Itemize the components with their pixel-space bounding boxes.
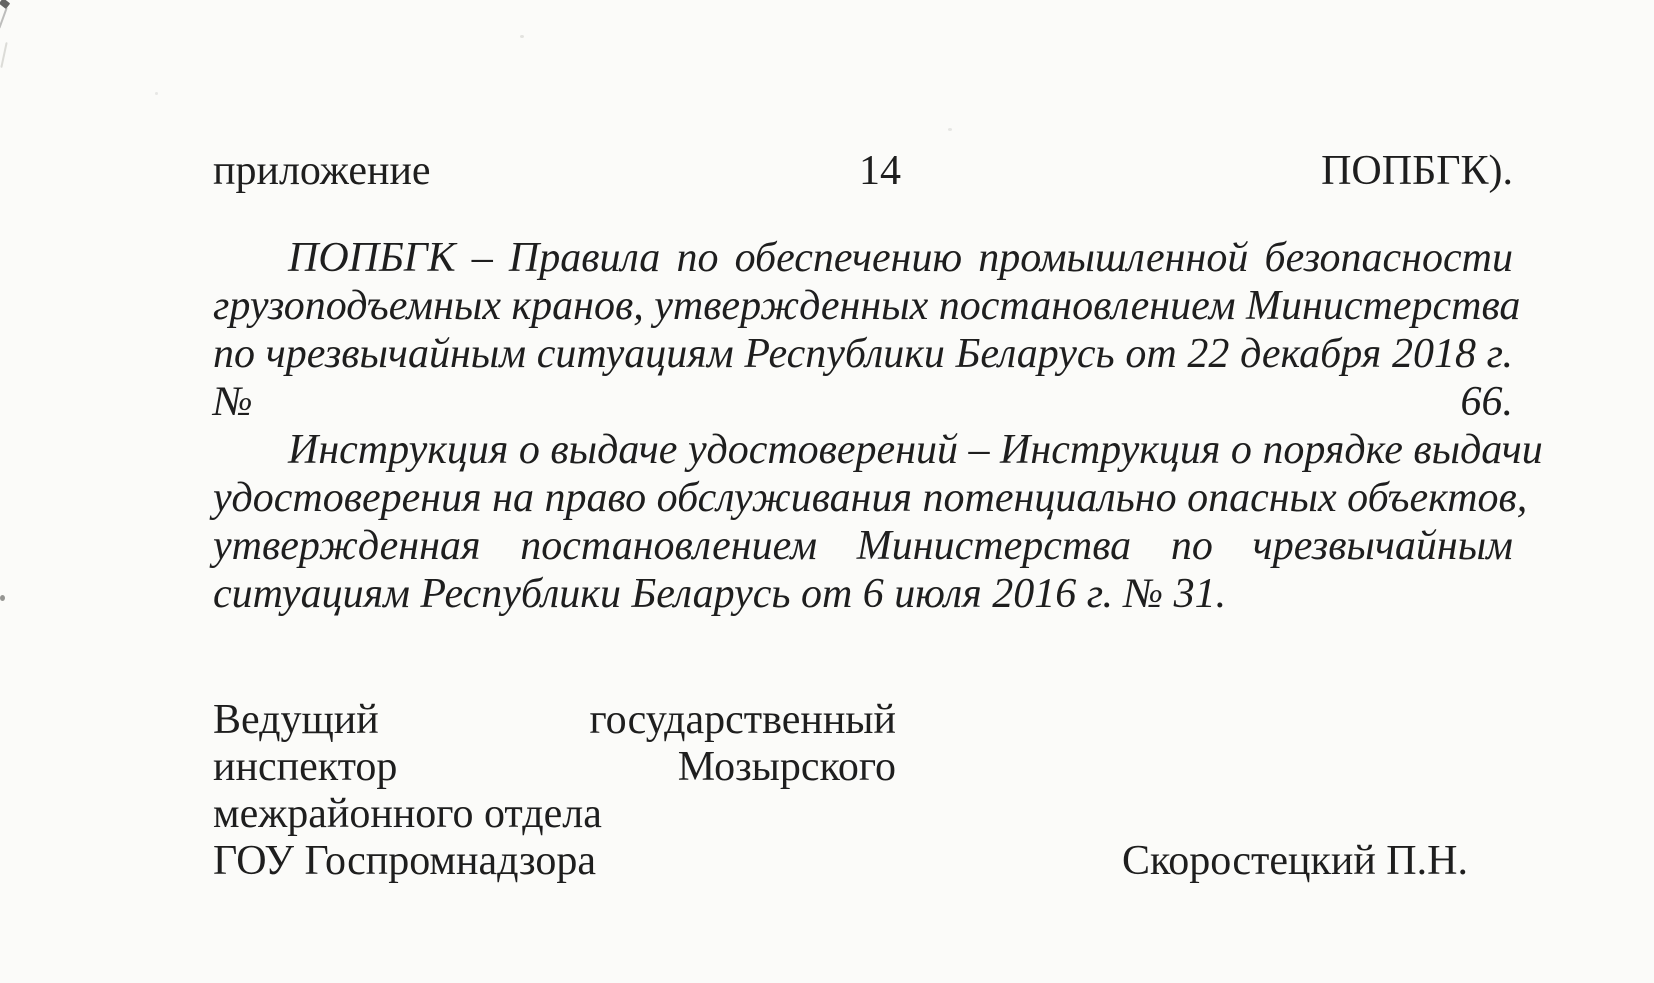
scan-scratch (0, 7, 8, 28)
signature-word: инспектор (213, 744, 398, 790)
scan-speck (520, 35, 524, 38)
instruction-paragraph-line-2: удостоверения на право обслуживания потенциально опасных объектов, (213, 475, 1528, 521)
instruction-paragraph-line-4: ситуациям Республики Беларусь от 6 июля 2016 г. № 31. (213, 571, 1227, 617)
signature-block (213, 697, 896, 885)
signatory-name: Скоростецкий П.Н. (1122, 838, 1468, 884)
signature-word: Ведущий (213, 697, 379, 743)
instruction-paragraph-line-1: Инструкция о выдаче удостоверений – Инструкция о порядке выдачи (288, 427, 1543, 473)
instruction-paragraph-line-3: утвержденная постановлением Министерства по чрезвычайным (213, 523, 1513, 569)
signature-word: Мозырского (677, 744, 896, 790)
popbgk-paragraph-line-3: по чрезвычайным ситуациям Республики Беларусь от 22 декабря 2018 г. (213, 331, 1513, 377)
popbgk-paragraph-line-1: ПОПБГК – Правила по обеспечению промышленной безопасности (288, 235, 1513, 281)
header-abbreviation: ПОПБГК). (1321, 148, 1513, 194)
signature-title-line-3: межрайонного отдела (213, 791, 602, 837)
signature-title-line-4: ГОУ Госпромнадзора (213, 838, 596, 884)
scan-speck (0, 595, 5, 601)
page-number: 14 (859, 148, 901, 194)
popbgk-paragraph-line-2: грузоподъемных кранов, утвержденных постановлением Министерства (213, 283, 1521, 329)
document-body (213, 234, 1543, 618)
popbgk-paragraph-line-4 (213, 378, 1513, 426)
scan-scratch (0, 42, 7, 68)
number-sign: № (213, 379, 253, 425)
scan-speck (948, 128, 952, 131)
decree-number: 66. (1460, 379, 1513, 425)
signature-word: государственный (589, 697, 896, 743)
scan-speck (155, 92, 158, 95)
signature-title-line-1 (213, 697, 896, 744)
scan-speck (0, 0, 10, 9)
signature-title-line-2 (213, 744, 896, 791)
header-line (213, 147, 1513, 195)
appendix-label: приложение (213, 148, 431, 194)
